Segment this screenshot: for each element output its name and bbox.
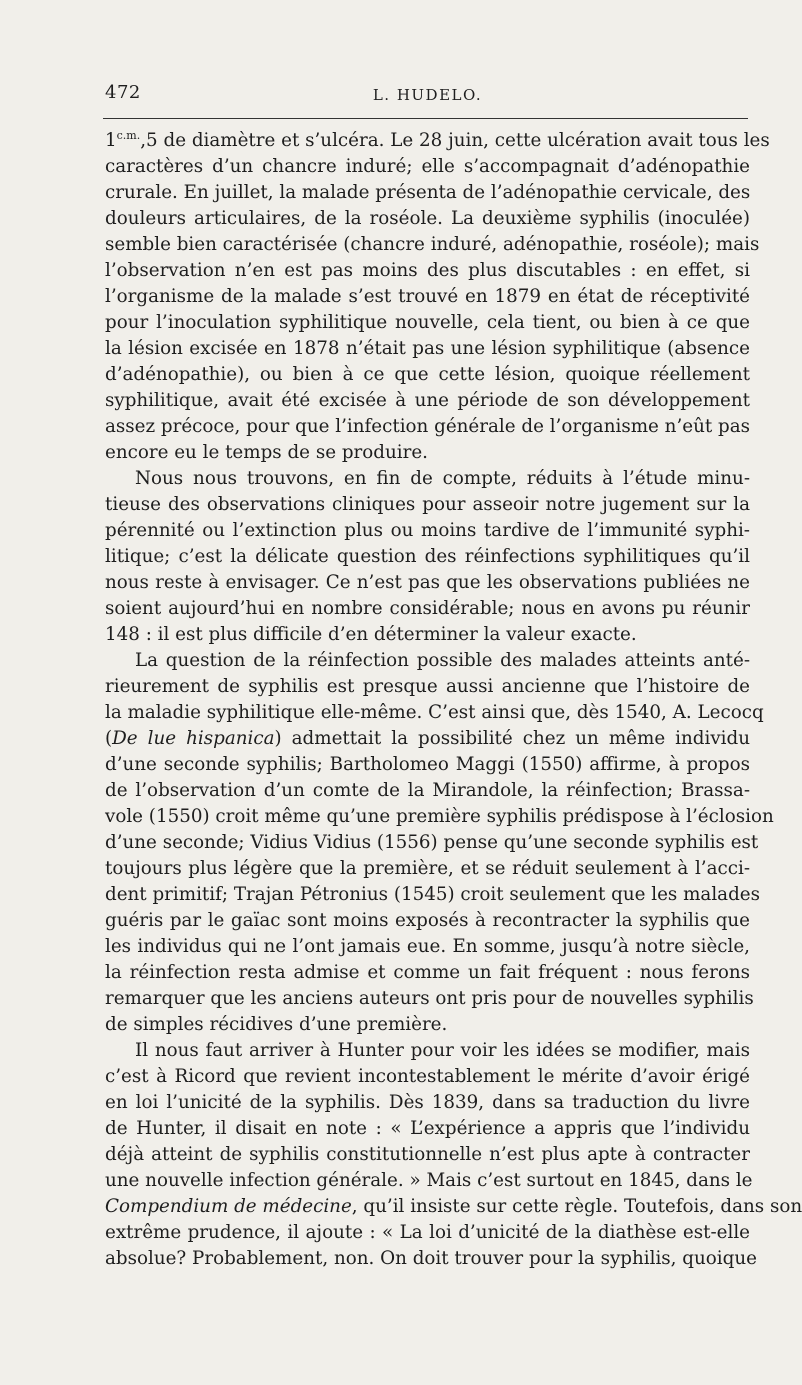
text-line [105, 960, 750, 986]
text-segment: d’adénopathie), ou bien à ce que cette lésion, quoique réellement [105, 364, 750, 385]
text-segment: l’observation n’en est pas moins des plus discutables : en effet, si [105, 260, 750, 281]
text-line [105, 570, 750, 596]
body-text [105, 128, 802, 1272]
text-segment: absolue? Probablement, non. On doit trouver pour la syphilis, quoique [105, 1248, 757, 1269]
italic-text: Compendium de médecine [105, 1196, 352, 1217]
text-segment: toujours plus légère que la première, et se réduit seulement à l’acci- [105, 858, 750, 879]
text-line [105, 674, 750, 700]
text-line [105, 700, 764, 726]
paragraph [105, 128, 770, 466]
text-line [105, 388, 750, 414]
text-line [105, 284, 750, 310]
text-line [105, 726, 750, 752]
text-line [105, 1038, 750, 1064]
text-line [105, 310, 750, 336]
text-segment: de Hunter, il disait en note : « L’expérience a appris que l’individu [105, 1118, 750, 1139]
text-segment: caractères d’un chancre induré; elle s’accompagnait d’adénopathie [105, 156, 750, 177]
text-segment: litique; c’est la délicate question des réinfections syphilitiques qu’il [105, 546, 750, 567]
text-line [105, 596, 750, 622]
text-line [105, 518, 750, 544]
text-segment: pour l’inoculation syphilitique nouvelle, cela tient, ou bien à ce que [105, 312, 750, 333]
text-line [105, 362, 750, 388]
text-line [105, 154, 750, 180]
text-line [105, 336, 750, 362]
text-segment: remarquer que les anciens auteurs ont pris pour de nouvelles syphilis [105, 988, 754, 1009]
text-line [105, 648, 750, 674]
text-segment: crurale. En juillet, la malade présenta de l’adénopathie cervicale, des [105, 182, 751, 203]
text-segment: ) admettait la possibilité chez un même individu [274, 728, 750, 749]
text-line [105, 1064, 750, 1090]
text-segment: encore eu le temps de se produire. [105, 442, 428, 463]
text-segment: les individus qui ne l’ont jamais eue. En somme, jusqu’à notre siècle, [105, 936, 750, 957]
text-line [105, 778, 750, 804]
text-segment: 148 : il est plus difficile d’en déterminer la valeur exacte. [105, 624, 637, 645]
text-line [105, 1168, 753, 1194]
text-segment: de l’observation d’un comte de la Mirandole, la réinfection; Brassa- [105, 780, 750, 801]
text-line [105, 804, 774, 830]
text-segment: la maladie syphilitique elle-même. C’est ainsi que, dès 1540, A. Lecocq [105, 702, 764, 723]
text-segment: la réinfection resta admise et comme un fait fréquent : nous ferons [105, 962, 750, 983]
text-line [105, 830, 759, 856]
text-segment: nous reste à envisager. Ce n’est pas que les observations publiées ne [105, 572, 750, 593]
text-segment: vole (1550) croit même qu’une première syphilis prédispose à l’éclosion [105, 806, 774, 827]
text-line [105, 986, 754, 1012]
text-line [105, 934, 750, 960]
paragraph [105, 1038, 802, 1272]
text-segment: l’organisme de la malade s’est trouvé en 1879 en état de réceptivité [105, 286, 750, 307]
text-line [105, 466, 750, 492]
text-segment: rieurement de syphilis est presque aussi ancienne que l’histoire de [105, 676, 750, 697]
text-segment: douleurs articulaires, de la roséole. La deuxième syphilis (inoculée) [105, 208, 750, 229]
text-segment: de simples récidives d’une première. [105, 1014, 448, 1035]
text-line [105, 1012, 750, 1038]
text-segment: semble bien caractérisée (chancre induré, adénopathie, roséole); mais [105, 234, 760, 255]
text-segment: extrême prudence, il ajoute : « La loi d’unicité de la diathèse est-elle [105, 1222, 750, 1243]
paragraph [105, 466, 750, 648]
paragraph [105, 648, 774, 1038]
text-segment: déjà atteint de syphilis constitutionnelle n’est plus apte à contracter [105, 1144, 750, 1165]
page-header [105, 82, 750, 112]
text-line [105, 232, 760, 258]
text-line [105, 1090, 750, 1116]
text-segment: soient aujourd’hui en nombre considérable; nous en avons pu réunir [105, 598, 750, 619]
text-line [105, 882, 760, 908]
text-segment: d’une seconde syphilis; Bartholomeo Maggi (1550) affirme, à propos [105, 754, 750, 775]
text-line [105, 180, 750, 206]
text-segment: c’est à Ricord que revient incontestablement le mérite d’avoir érigé [105, 1066, 750, 1087]
text-segment: en loi l’unicité de la syphilis. Dès 1839, dans sa traduction du livre [105, 1092, 750, 1113]
text-line [105, 1116, 750, 1142]
text-line [105, 414, 750, 440]
text-segment: pérennité ou l’extinction plus ou moins tardive de l’immunité syphi- [105, 520, 750, 541]
text-segment: dent primitif; Trajan Pétronius (1545) croit seulement que les malades [105, 884, 760, 905]
text-line [105, 258, 750, 284]
text-segment: assez précoce, pour que l’infection générale de l’organisme n’eût pas [105, 416, 750, 437]
text-line [105, 752, 750, 778]
text-line [105, 1246, 757, 1272]
superscript: c.m. [116, 129, 141, 142]
text-segment: 1 [105, 130, 117, 151]
text-segment: syphilitique, avait été excisée à une période de son développement [105, 390, 750, 411]
text-line [105, 1194, 802, 1220]
text-line [105, 440, 750, 466]
text-line [105, 1220, 750, 1246]
text-segment: la lésion excisée en 1878 n’était pas une lésion syphilitique (absence [105, 338, 750, 359]
text-line [105, 492, 750, 518]
text-segment: tieuse des observations cliniques pour asseoir notre jugement sur la [105, 494, 750, 515]
text-segment: d’une seconde; Vidius Vidius (1556) pense qu’une seconde syphilis est [105, 832, 759, 853]
text-segment: La question de la réinfection possible des malades atteints anté- [135, 650, 750, 671]
page-number: 472 [105, 82, 141, 103]
text-segment: guéris par le gaïac sont moins exposés à recontracter la syphilis que [105, 910, 750, 931]
text-segment: une nouvelle infection générale. » Mais c’est surtout en 1845, dans le [105, 1170, 753, 1191]
text-segment: Nous nous trouvons, en fin de compte, réduits à l’étude minu- [135, 468, 750, 489]
text-line [105, 544, 750, 570]
text-segment: ( [105, 728, 113, 749]
italic-text: De lue hispanica [112, 728, 275, 749]
text-segment: ,5 de diamètre et s’ulcéra. Le 28 juin, cette ulcération avait tous les [140, 130, 770, 151]
text-line [105, 856, 750, 882]
text-line [105, 128, 770, 154]
text-line [105, 206, 750, 232]
text-line [105, 908, 750, 934]
header-rule [103, 118, 748, 119]
text-line [105, 1142, 750, 1168]
text-line [105, 622, 750, 648]
running-title: L. HUDELO. [372, 86, 483, 104]
text-segment: , qu’il insiste sur cette règle. Toutefois, dans son [351, 1196, 802, 1217]
text-segment: Il nous faut arriver à Hunter pour voir les idées se modifier, mais [135, 1040, 750, 1061]
